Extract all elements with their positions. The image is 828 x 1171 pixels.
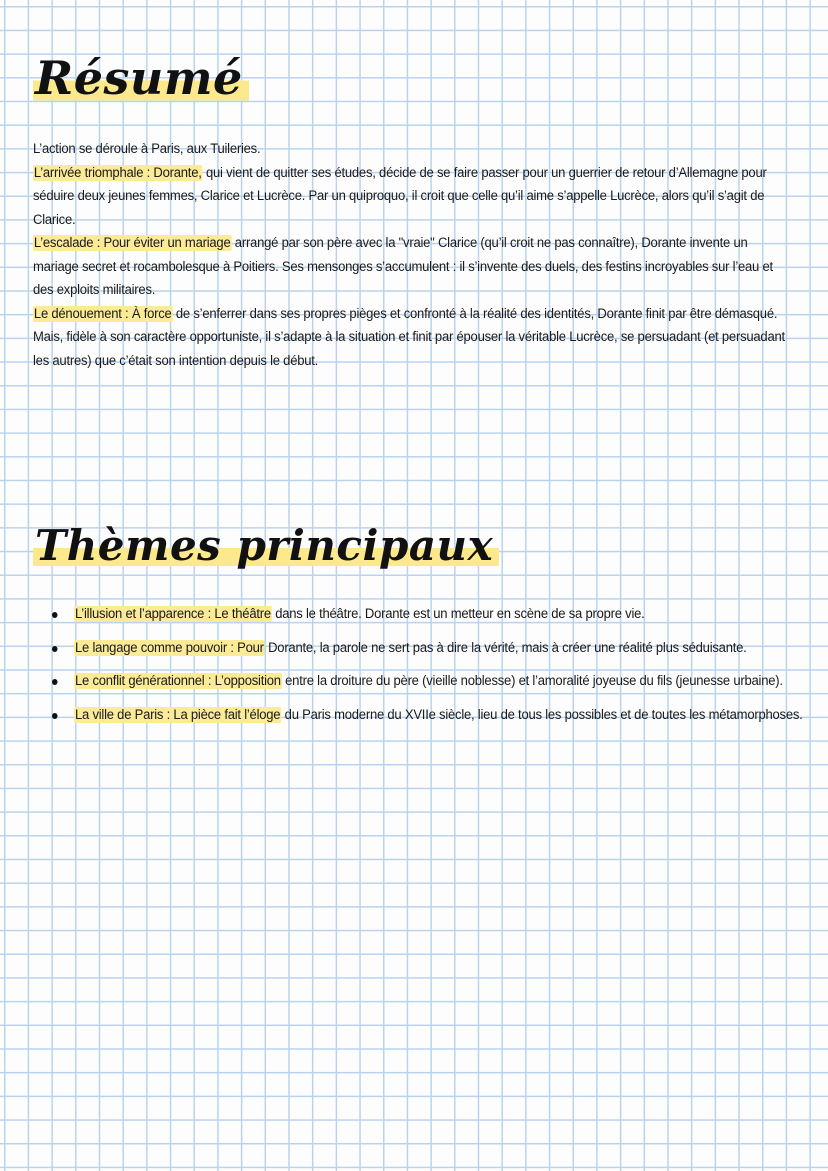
list-item [74,704,828,728]
summary-heading-text: Résumé [33,51,249,105]
summary-section-escalation [33,232,792,303]
summary-section-ending-highlight: Le dénouement : À force [33,305,172,322]
theme-highlight: L’illusion et l’apparence : Le théâtre [75,606,271,622]
list-item [74,637,828,661]
bullet-icon [52,713,58,719]
theme-text: dans le théâtre. Dorante est un metteur en scène de sa propre vie. [271,606,645,622]
theme-text: Dorante, la parole ne sert pas à dire la vérité, mais à créer une réalité plus séduisante. [264,639,747,656]
summary-body [33,138,792,373]
theme-text: entre la droiture du père (vieille noblesse) et l’amoralité joyeuse du fils (jeunesse urbaine). [281,673,783,689]
bullet-icon [52,612,58,618]
themes-heading-text: Thèmes principaux [33,521,499,570]
themes-heading [33,514,499,578]
theme-highlight: La ville de Paris : La pièce fait l’éloge [75,706,281,723]
list-item [74,603,828,627]
list-item [74,670,828,694]
theme-text: du Paris moderne du XVIIe siècle, lieu de tous les possibles et de toutes les métamorphoses. [281,706,803,723]
theme-highlight: Le langage comme pouvoir : Pour [75,639,264,656]
summary-section-ending-text: de s’enferrer dans ses propres pièges et confronté à la réalité des identités, Dorante finit par être démasqué. Mais, fidèle à son caractère opportuniste, il s’adapte à la situation et finit par épouser la véritable Lucrèce, se persuadant (et persuadant les autres) que c’était son intention depuis le début. [33,305,785,369]
summary-section-arrival-text: qui vient de quitter ses études, décide de se faire passer pour un guerrier de retour d’Allemagne pour séduire deux jeunes femmes, Clarice et Lucrèce. Par un quiproquo, il croit que celle qu’il aime s’appelle Lucrèce, alors qu’il s’agit de Clarice. [33,164,767,228]
themes-list [52,603,828,737]
bullet-icon [52,646,58,652]
summary-intro: L’action se déroule à Paris, aux Tuileries. [33,141,261,157]
summary-section-arrival [33,162,792,233]
summary-section-escalation-highlight: L’escalade : Pour éviter un mariage [33,235,231,251]
summary-section-ending [33,303,792,374]
bullet-icon [52,679,58,685]
theme-highlight: Le conflit générationnel : L’opposition [75,673,281,689]
summary-section-arrival-highlight: L’arrivée triomphale : Dorante, [33,164,202,181]
summary-heading [33,46,249,110]
summary-section-escalation-text: arrangé par son père avec la "vraie" Clarice (qu’il croit ne pas connaître), Dorante invente un mariage secret et rocambolesque à Poitiers. Ses mensonges s’accumulent : il s’invente des duels, des festins incroyables sur l’eau et des exploits militaires. [33,235,773,298]
